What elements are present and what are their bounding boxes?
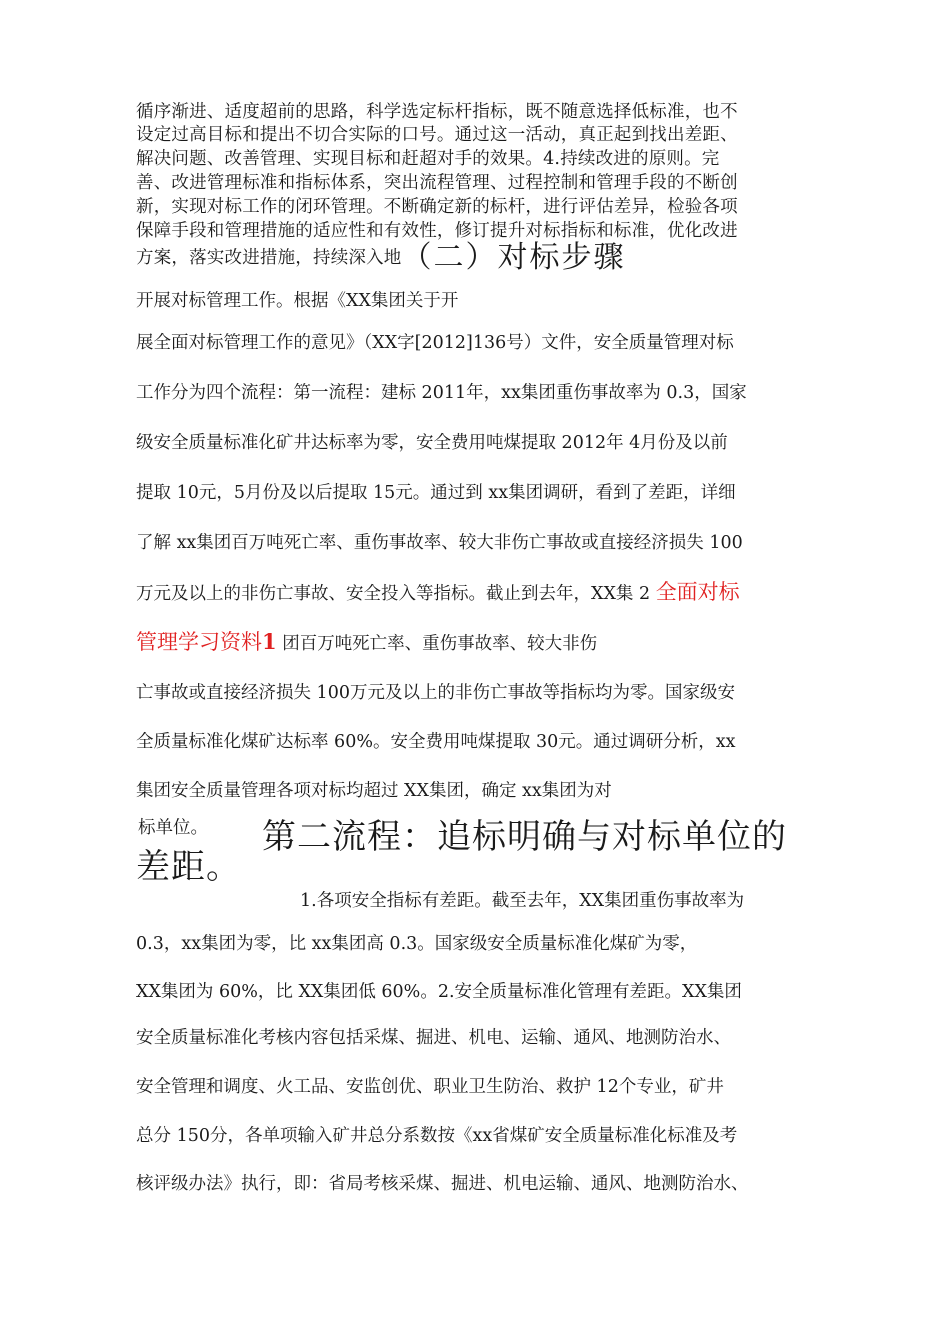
paragraph-line: 提取 10元，5月份及以后提取 15元。通过到 xx集团调研，看到了差距，详细: [136, 483, 736, 503]
page-number-marker: 1: [262, 629, 277, 654]
paragraph-line: 循序渐进、适度超前的思路，科学选定标杆指标，既不随意选择低标准，也不: [136, 102, 738, 122]
paragraph-line-with-watermark: [136, 581, 740, 605]
paragraph-line: 工作分为四个流程：第一流程：建标 2011年，xx集团重伤事故率为 0.3，国家: [136, 383, 747, 403]
paragraph-line-with-watermark: [136, 631, 597, 655]
paragraph-line: 善、改进管理标准和指标体系，突出流程管理、过程控制和管理手段的不断创: [136, 173, 738, 193]
paragraph-line: 安全管理和调度、火工品、安监创优、职业卫生防治、救护 12个专业，矿井: [136, 1077, 724, 1097]
paragraph-line: 集团安全质量管理各项对标均超过 XX集团，确定 xx集团为对: [136, 781, 612, 801]
paragraph-line: 核评级办法》执行，即：省局考核采煤、掘进、机电运输、通风、地测防治水、: [136, 1174, 749, 1194]
paragraph-line: 安全质量标准化考核内容包括采煤、掘进、机电、运输、通风、地测防治水、: [136, 1028, 731, 1048]
paragraph-line: XX集团为 60%，比 XX集团低 60%。2.安全质量标准化管理有差距。XX集团: [136, 982, 742, 1002]
section-heading-process-two: 第二流程：追标明确与对标单位的: [262, 817, 787, 857]
paragraph-line-with-heading: [136, 240, 626, 275]
paragraph-text: 方案，落实改进措施，持续深入地: [136, 248, 402, 268]
paragraph-line: 新，实现对标工作的闭环管理。不断确定新的标杆，进行评估差异，检验各项: [136, 197, 738, 217]
paragraph-line: 标单位。: [138, 818, 208, 838]
header-watermark-text: 全面对标: [655, 580, 740, 604]
paragraph-line: 解决问题、改善管理、实现目标和赶超对手的效果。4.持续改进的原则。完: [136, 149, 720, 169]
header-watermark-text: 管理学习资料: [136, 630, 262, 654]
paragraph-line: 级安全质量标准化矿井达标率为零，安全费用吨煤提取 2012年 4月份及以前: [136, 433, 728, 453]
paragraph-line: 0.3，xx集团为零，比 xx集团高 0.3。国家级安全质量标准化煤矿为零，: [136, 934, 698, 954]
paragraph-text: 团百万吨死亡率、重伤事故率、较大非伤: [276, 634, 598, 654]
paragraph-line: 了解 xx集团百万吨死亡率、重伤事故率、较大非伤亡事故或直接经济损失 100: [136, 533, 743, 553]
paragraph-line: 亡事故或直接经济损失 100万元及以上的非伤亡事故等指标均为零。国家级安: [136, 683, 735, 703]
paragraph-text: 万元及以上的非伤亡事故、安全投入等指标。截止到去年，XX集 2: [136, 584, 656, 604]
section-heading-steps: （二）对标步骤: [401, 240, 626, 275]
paragraph-line: 保障手段和管理措施的适应性和有效性，修订提升对标指标和标准，优化改进: [136, 221, 738, 241]
paragraph-line: 全质量标准化煤矿达标率 60%。安全费用吨煤提取 30元。通过调研分析，xx: [136, 732, 736, 752]
section-heading-process-two-cont: 差距。: [136, 847, 241, 887]
paragraph-line: 设定过高目标和提出不切合实际的口号。通过这一活动，真正起到找出差距、: [136, 125, 738, 145]
paragraph-line: 总分 150分，各单项输入矿井总分系数按《xx省煤矿安全质量标准化标准及考: [136, 1126, 738, 1146]
paragraph-line: 展全面对标管理工作的意见》（XX字[2012]136号）文件，安全质量管理对标: [136, 333, 734, 353]
paragraph-line: 开展对标管理工作。根据《XX集团关于开: [136, 291, 459, 311]
paragraph-line: 1.各项安全指标有差距。截至去年，XX集团重伤事故率为: [300, 891, 745, 911]
